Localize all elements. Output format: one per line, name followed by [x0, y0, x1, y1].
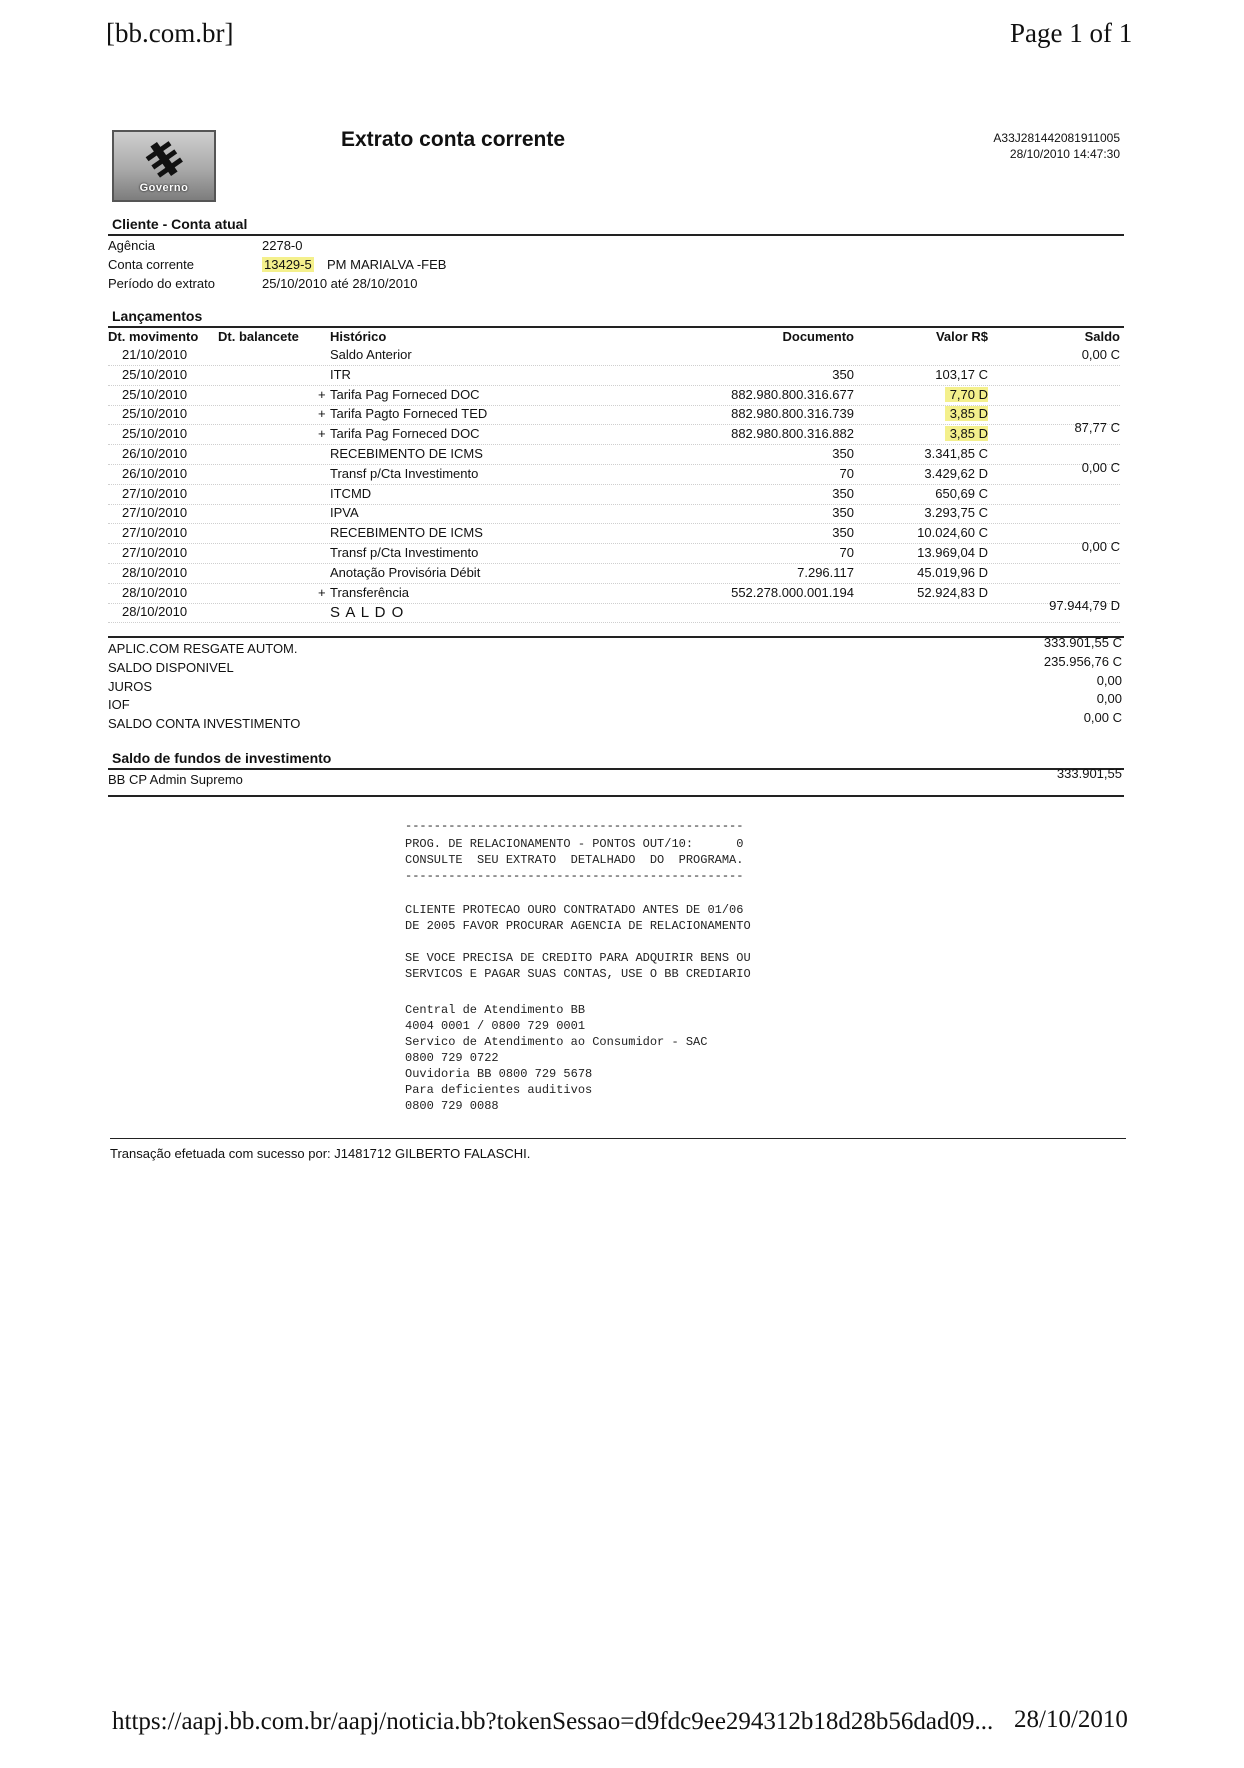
row-description: Tarifa Pag Forneced DOC [330, 386, 480, 402]
row-date: 25/10/2010 [122, 406, 188, 422]
row-document: 350 [832, 366, 854, 382]
client-section-title: Cliente - Conta atual [112, 216, 248, 232]
col-header-dt-balancete: Dt. balancete [218, 329, 299, 344]
row-plus: + [318, 406, 326, 422]
table-row [0, 459, 1244, 486]
row-document: 70 [839, 545, 854, 560]
funds-section-title: Saldo de fundos de investimento [112, 750, 332, 766]
row-date: 21/10/2010 [122, 347, 188, 362]
row-value: 10.024,60 C [917, 525, 988, 541]
row-date: 27/10/2010 [122, 545, 188, 560]
transaction-footer: Transação efetuada com sucesso por: J1481712 GILBERTO FALASCHI. [110, 1146, 531, 1161]
row-document: 882.980.800.316.882 [731, 426, 854, 442]
period-label: Período do extrato [108, 276, 215, 291]
row-description: ITCMD [330, 485, 372, 501]
row-description: Transferência [330, 584, 409, 600]
print-header-site: [bb.com.br] [106, 18, 234, 48]
row-balance: 0,00 C [1081, 459, 1120, 475]
row-document: 350 [832, 446, 854, 461]
table-row [0, 347, 1244, 367]
table-row [0, 539, 1244, 565]
row-plus: + [318, 426, 326, 442]
account-name: PM MARIALVA -FEB [327, 257, 447, 272]
row-description: RECEBIMENTO DE ICMS [330, 446, 483, 461]
account-number: 13429-5 [264, 257, 312, 272]
row-document: 552.278.000.001.194 [731, 584, 854, 600]
row-balance: 87,77 C [1074, 420, 1120, 436]
row-description: IPVA [330, 505, 359, 521]
row-document: 350 [832, 505, 854, 521]
row-date: 26/10/2010 [122, 446, 188, 461]
row-document: 882.980.800.316.677 [731, 386, 854, 402]
row-plus: + [318, 386, 326, 402]
summary-value: 333.901,55 C [1043, 635, 1122, 650]
row-value: 3.429,62 D [924, 465, 988, 481]
row-date: 28/10/2010 [122, 564, 188, 580]
print-footer-date: 28/10/2010 [1014, 1706, 1128, 1733]
document-datetime: 28/10/2010 14:47:30 [1009, 147, 1120, 161]
row-date: 26/10/2010 [122, 465, 188, 481]
print-footer-url: https://aapj.bb.com.br/aapj/noticia.bb?tokenSessao=d9fdc9ee294312b18d28b56dad09... [112, 1708, 994, 1735]
notice-credit: SE VOCE PRECISA DE CREDITO PARA ADQUIRIR BENS OU SERVICOS E PAGAR SUAS CONTAS, USE O BB CREDIARIO [405, 951, 751, 981]
fund-value: 333.901,55 [1056, 766, 1122, 781]
table-row [0, 367, 1244, 387]
summary-label: APLIC.COM RESGATE AUTOM. [108, 641, 298, 656]
row-description: Anotação Provisória Débit [330, 564, 481, 580]
row-separator [108, 622, 1120, 623]
summary-value: 0,00 [1096, 672, 1122, 688]
row-date: 27/10/2010 [122, 485, 188, 501]
row-value: 3,85 D [880, 406, 988, 421]
funds-divider [108, 768, 1124, 770]
row-value: 3.293,75 C [924, 505, 988, 521]
col-header-saldo: Saldo [1084, 329, 1120, 344]
row-value: 103,17 C [935, 366, 988, 382]
notice-protection: CLIENTE PROTECAO OURO CONTRATADO ANTES DE 01/06 DE 2005 FAVOR PROCURAR AGENCIA DE RELACIONAMENTO [405, 903, 751, 933]
summary-value: 0,00 C [1083, 710, 1122, 726]
row-document: 70 [839, 465, 854, 481]
row-date: 28/10/2010 [122, 584, 188, 600]
col-header-documento: Documento [782, 329, 854, 344]
row-description: S A L D O [330, 604, 405, 622]
table-row [0, 420, 1244, 446]
row-value: 7,70 D [880, 387, 988, 402]
row-document: 350 [832, 485, 854, 501]
row-plus: + [318, 584, 326, 600]
row-document: 882.980.800.316.739 [731, 406, 854, 422]
notice-contacts: Central de Atendimento BB 4004 0001 / 0800 729 0001 Servico de Atendimento ao Consumidor - SAC 0800 729 0722 Ouvidoria BB 0800 729 5678 Para deficientes auditivos 0800 729 0088 [405, 1003, 708, 1113]
row-description: RECEBIMENTO DE ICMS [330, 525, 483, 541]
row-document: 7.296.117 [797, 564, 854, 580]
notice-program: PROG. DE RELACIONAMENTO - PONTOS OUT/10: 0 CONSULTE SEU EXTRATO DETALHADO DO PROGRAMA. [405, 837, 744, 867]
bank-logo [112, 130, 216, 202]
row-date: 25/10/2010 [122, 386, 188, 402]
row-date: 27/10/2010 [122, 505, 188, 521]
row-description: Transf p/Cta Investimento [330, 465, 479, 481]
period-value: 25/10/2010 até 28/10/2010 [262, 276, 418, 291]
transactions-section-title: Lançamentos [112, 308, 203, 324]
row-value: 45.019,96 D [917, 564, 988, 580]
row-description: Saldo Anterior [330, 347, 412, 362]
row-value: 650,69 C [935, 485, 988, 501]
summary-label: IOF [108, 697, 130, 713]
table-row [0, 387, 1244, 407]
account-label: Conta corrente [108, 257, 194, 272]
row-value: 3.341,85 C [924, 446, 988, 461]
row-value: 13.969,04 D [917, 545, 988, 560]
table-row [0, 598, 1244, 624]
row-description: Tarifa Pagto Forneced TED [330, 406, 488, 422]
funds-bottom-divider [108, 795, 1124, 797]
row-description: Transf p/Cta Investimento [330, 545, 479, 560]
transactions-divider [108, 326, 1124, 328]
col-header-historico: Histórico [330, 329, 387, 344]
row-value: 3,85 D [880, 426, 988, 441]
table-row [0, 486, 1244, 506]
col-header-valor: Valor R$ [935, 329, 988, 344]
fund-name: BB CP Admin Supremo [108, 772, 243, 787]
row-balance: 0,00 C [1081, 539, 1120, 554]
notice-dashes-top: ----------------------------------------------- [405, 819, 744, 833]
table-row [0, 505, 1244, 525]
row-date: 25/10/2010 [122, 426, 188, 442]
summary-value: 0,00 [1096, 691, 1122, 707]
table-row [0, 565, 1244, 585]
row-document: 350 [832, 525, 854, 541]
agency-value: 2278-0 [262, 238, 303, 253]
summary-label: SALDO DISPONIVEL [108, 659, 234, 675]
notice-dashes-bottom: ----------------------------------------------- [405, 869, 744, 883]
row-balance: 97.944,79 D [1049, 598, 1120, 614]
agency-label: Agência [108, 238, 155, 253]
document-id: A33J281442081911005 [993, 131, 1120, 145]
summary-label: JUROS [108, 678, 153, 694]
row-date: 28/10/2010 [122, 604, 188, 620]
row-value: 52.924,83 D [917, 584, 988, 600]
row-date: 25/10/2010 [122, 366, 188, 382]
client-divider [108, 234, 1124, 236]
document-title: Extrato conta corrente [341, 128, 566, 151]
col-header-dt-movimento: Dt. movimento [108, 329, 199, 344]
row-description: ITR [330, 366, 351, 382]
summary-label: SALDO CONTA INVESTIMENTO [108, 716, 301, 732]
summary-value: 235.956,76 C [1043, 653, 1122, 669]
bb-logo-icon [114, 134, 214, 184]
summary-divider [108, 636, 1124, 638]
row-date: 27/10/2010 [122, 525, 188, 541]
logo-word: Governo [139, 182, 189, 194]
footer-divider [110, 1138, 1126, 1139]
row-balance: 0,00 C [1081, 347, 1120, 362]
row-description: Tarifa Pag Forneced DOC [330, 426, 480, 442]
print-header-page: Page 1 of 1 [1010, 18, 1133, 48]
